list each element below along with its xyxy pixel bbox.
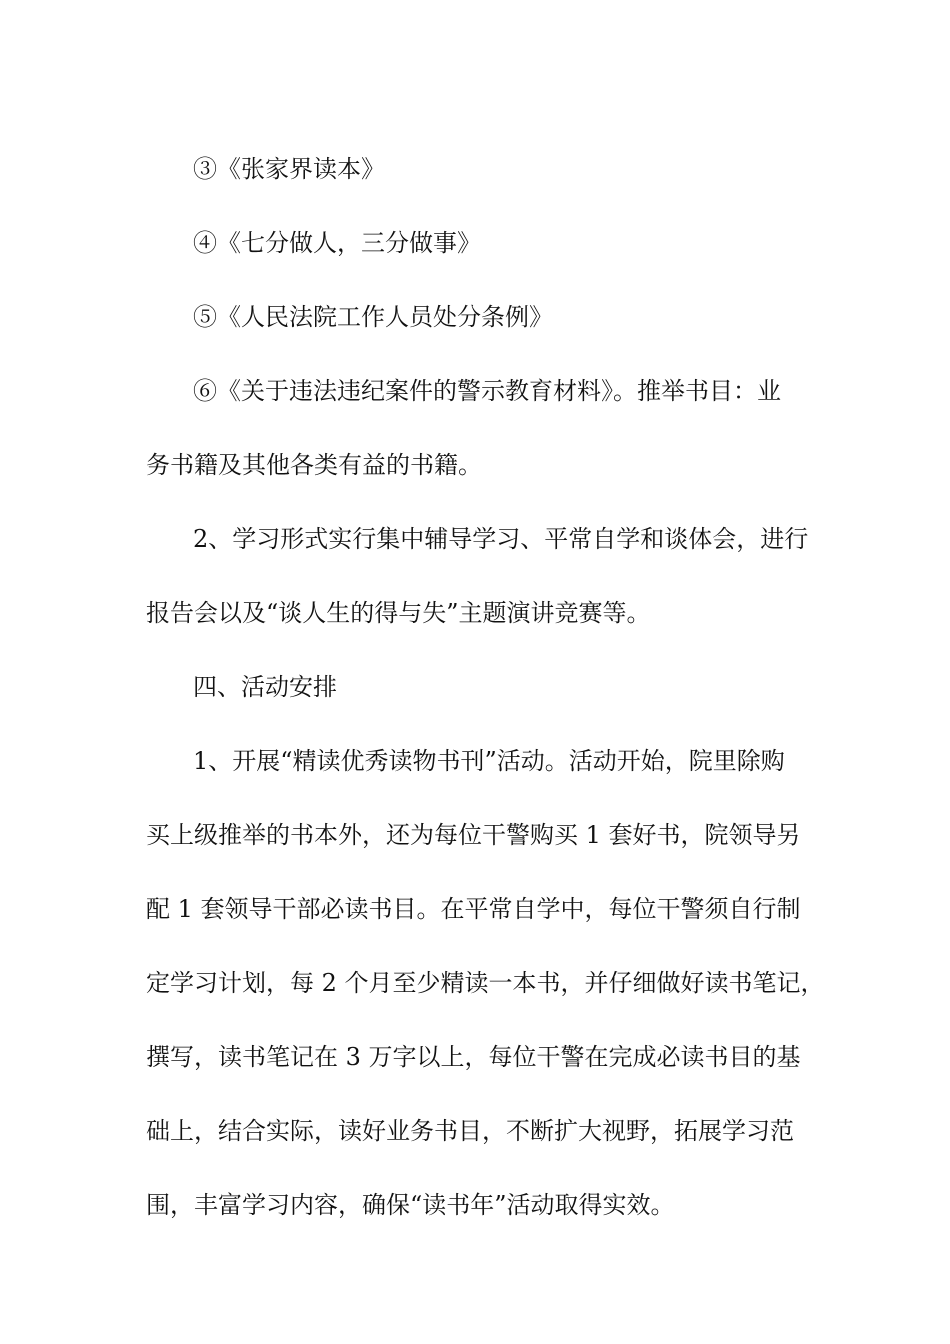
book-item-4: ④《七分做人，三分做事》 <box>193 229 481 257</box>
paragraph-study-format: 2、学习形式实行集中辅导学习、平常自学和谈体会，进行 <box>193 525 809 553</box>
book-item-3: ③《张家界读本》 <box>193 155 385 183</box>
paragraph-reading-activity-line-2: 买上级推举的书本外，还为每位干警购买 1 套好书，院领导另 <box>146 821 801 849</box>
paragraph-study-format-continued: 报告会以及“谈人生的得与失”主题演讲竞赛等。 <box>146 599 651 627</box>
section-heading-activity-arrangement: 四、活动安排 <box>193 673 337 701</box>
book-item-6-continued: 务书籍及其他各类有益的书籍。 <box>146 451 482 479</box>
book-item-6: ⑥《关于违法违纪案件的警示教育材料》。推举书目：业 <box>193 377 781 405</box>
paragraph-reading-activity-line-3: 配 1 套领导干部必读书目。在平常自学中，每位干警须自行制 <box>146 895 801 923</box>
paragraph-reading-activity-line-4: 定学习计划，每 2 个月至少精读一本书，并仔细做好读书笔记， <box>146 969 825 997</box>
document-body <box>146 132 825 1242</box>
paragraph-reading-activity: 1、开展“精读优秀读物书刊”活动。活动开始，院里除购 <box>193 747 785 775</box>
paragraph-reading-activity-line-7: 围，丰富学习内容，确保“读书年”活动取得实效。 <box>146 1191 675 1219</box>
book-item-5: ⑤《人民法院工作人员处分条例》 <box>193 303 553 331</box>
paragraph-reading-activity-line-6: 础上，结合实际，读好业务书目，不断扩大视野，拓展学习范 <box>146 1117 794 1145</box>
paragraph-reading-activity-line-5: 撰写，读书笔记在 3 万字以上，每位干警在完成必读书目的基 <box>146 1043 801 1071</box>
